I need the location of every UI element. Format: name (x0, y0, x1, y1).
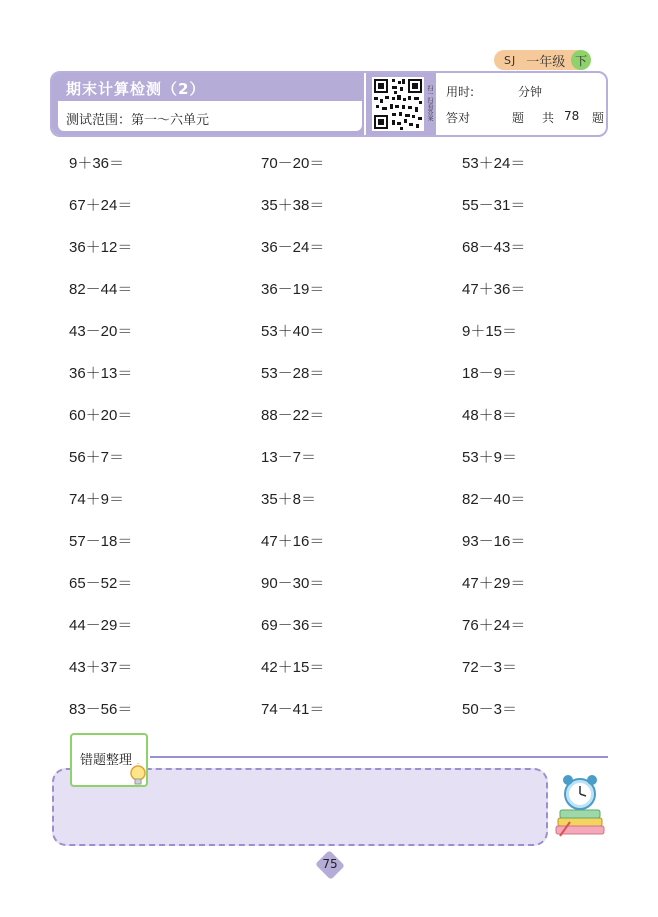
problem: 47＋36＝ (462, 281, 526, 298)
problem: 44－29＝ (69, 617, 133, 634)
problem: 67＋24＝ (69, 197, 133, 214)
problem: 36＋12＝ (69, 239, 133, 256)
problem: 47＋16＝ (261, 533, 325, 550)
correct-label: 答对 (446, 111, 471, 125)
problem: 9＋15＝ (462, 323, 518, 340)
correct-unit: 题 (512, 111, 525, 125)
total-count: 78 (564, 109, 580, 123)
problem: 9＋36＝ (69, 155, 125, 172)
problem: 53＋24＝ (462, 155, 526, 172)
problem: 43－20＝ (69, 323, 133, 340)
problem: 13－7＝ (261, 449, 317, 466)
problem: 53＋9＝ (462, 449, 518, 466)
time-unit: 分钟 (518, 85, 543, 99)
problem: 35＋38＝ (261, 197, 325, 214)
problem: 68－43＝ (462, 239, 526, 256)
problem: 74－41＝ (261, 701, 325, 718)
problem: 65－52＝ (69, 575, 133, 592)
problem: 18－9＝ (462, 365, 518, 382)
grade-label: 一年级 (526, 54, 566, 70)
alarm-clock-icon (554, 770, 606, 840)
term-badge: 下 (571, 50, 591, 70)
problem: 43＋37＝ (69, 659, 133, 676)
problem: 72－3＝ (462, 659, 518, 676)
problem: 74＋9＝ (69, 491, 125, 508)
total-unit: 题 (592, 111, 605, 125)
problem: 36－24＝ (261, 239, 325, 256)
qr-label: 扫一扫看答案 (426, 85, 433, 121)
problem: 36－19＝ (261, 281, 325, 298)
problem: 83－56＝ (69, 701, 133, 718)
problem: 82－40＝ (462, 491, 526, 508)
problem: 53－28＝ (261, 365, 325, 382)
lightbulb-icon (128, 763, 148, 789)
section-divider (150, 756, 608, 758)
problem: 70－20＝ (261, 155, 325, 172)
edition-code: SJ (504, 53, 517, 67)
problem: 69－36＝ (261, 617, 325, 634)
problem: 90－30＝ (261, 575, 325, 592)
page-title: 期末计算检测（2） (66, 80, 206, 98)
problem: 57－18＝ (69, 533, 133, 550)
problem: 35＋8＝ (261, 491, 317, 508)
problem: 82－44＝ (69, 281, 133, 298)
problem: 47＋29＝ (462, 575, 526, 592)
problem: 55－31＝ (462, 197, 526, 214)
test-scope: 测试范围：第一～六单元 (66, 113, 210, 128)
problem: 56＋7＝ (69, 449, 125, 466)
problem: 76＋24＝ (462, 617, 526, 634)
problem: 88－22＝ (261, 407, 325, 424)
total-label: 共 (542, 111, 555, 125)
problem: 48＋8＝ (462, 407, 518, 424)
problem: 36＋13＝ (69, 365, 133, 382)
problem: 53＋40＝ (261, 323, 325, 340)
time-label: 用时: (446, 85, 475, 99)
problem: 93－16＝ (462, 533, 526, 550)
error-section-tag (70, 733, 150, 789)
page-number: 75 (322, 857, 338, 871)
error-section-label: 错题整理 (80, 753, 133, 768)
problem: 60＋20＝ (69, 407, 133, 424)
page-number-badge (304, 852, 356, 878)
problem: 42＋15＝ (261, 659, 325, 676)
problem: 50－3＝ (462, 701, 518, 718)
